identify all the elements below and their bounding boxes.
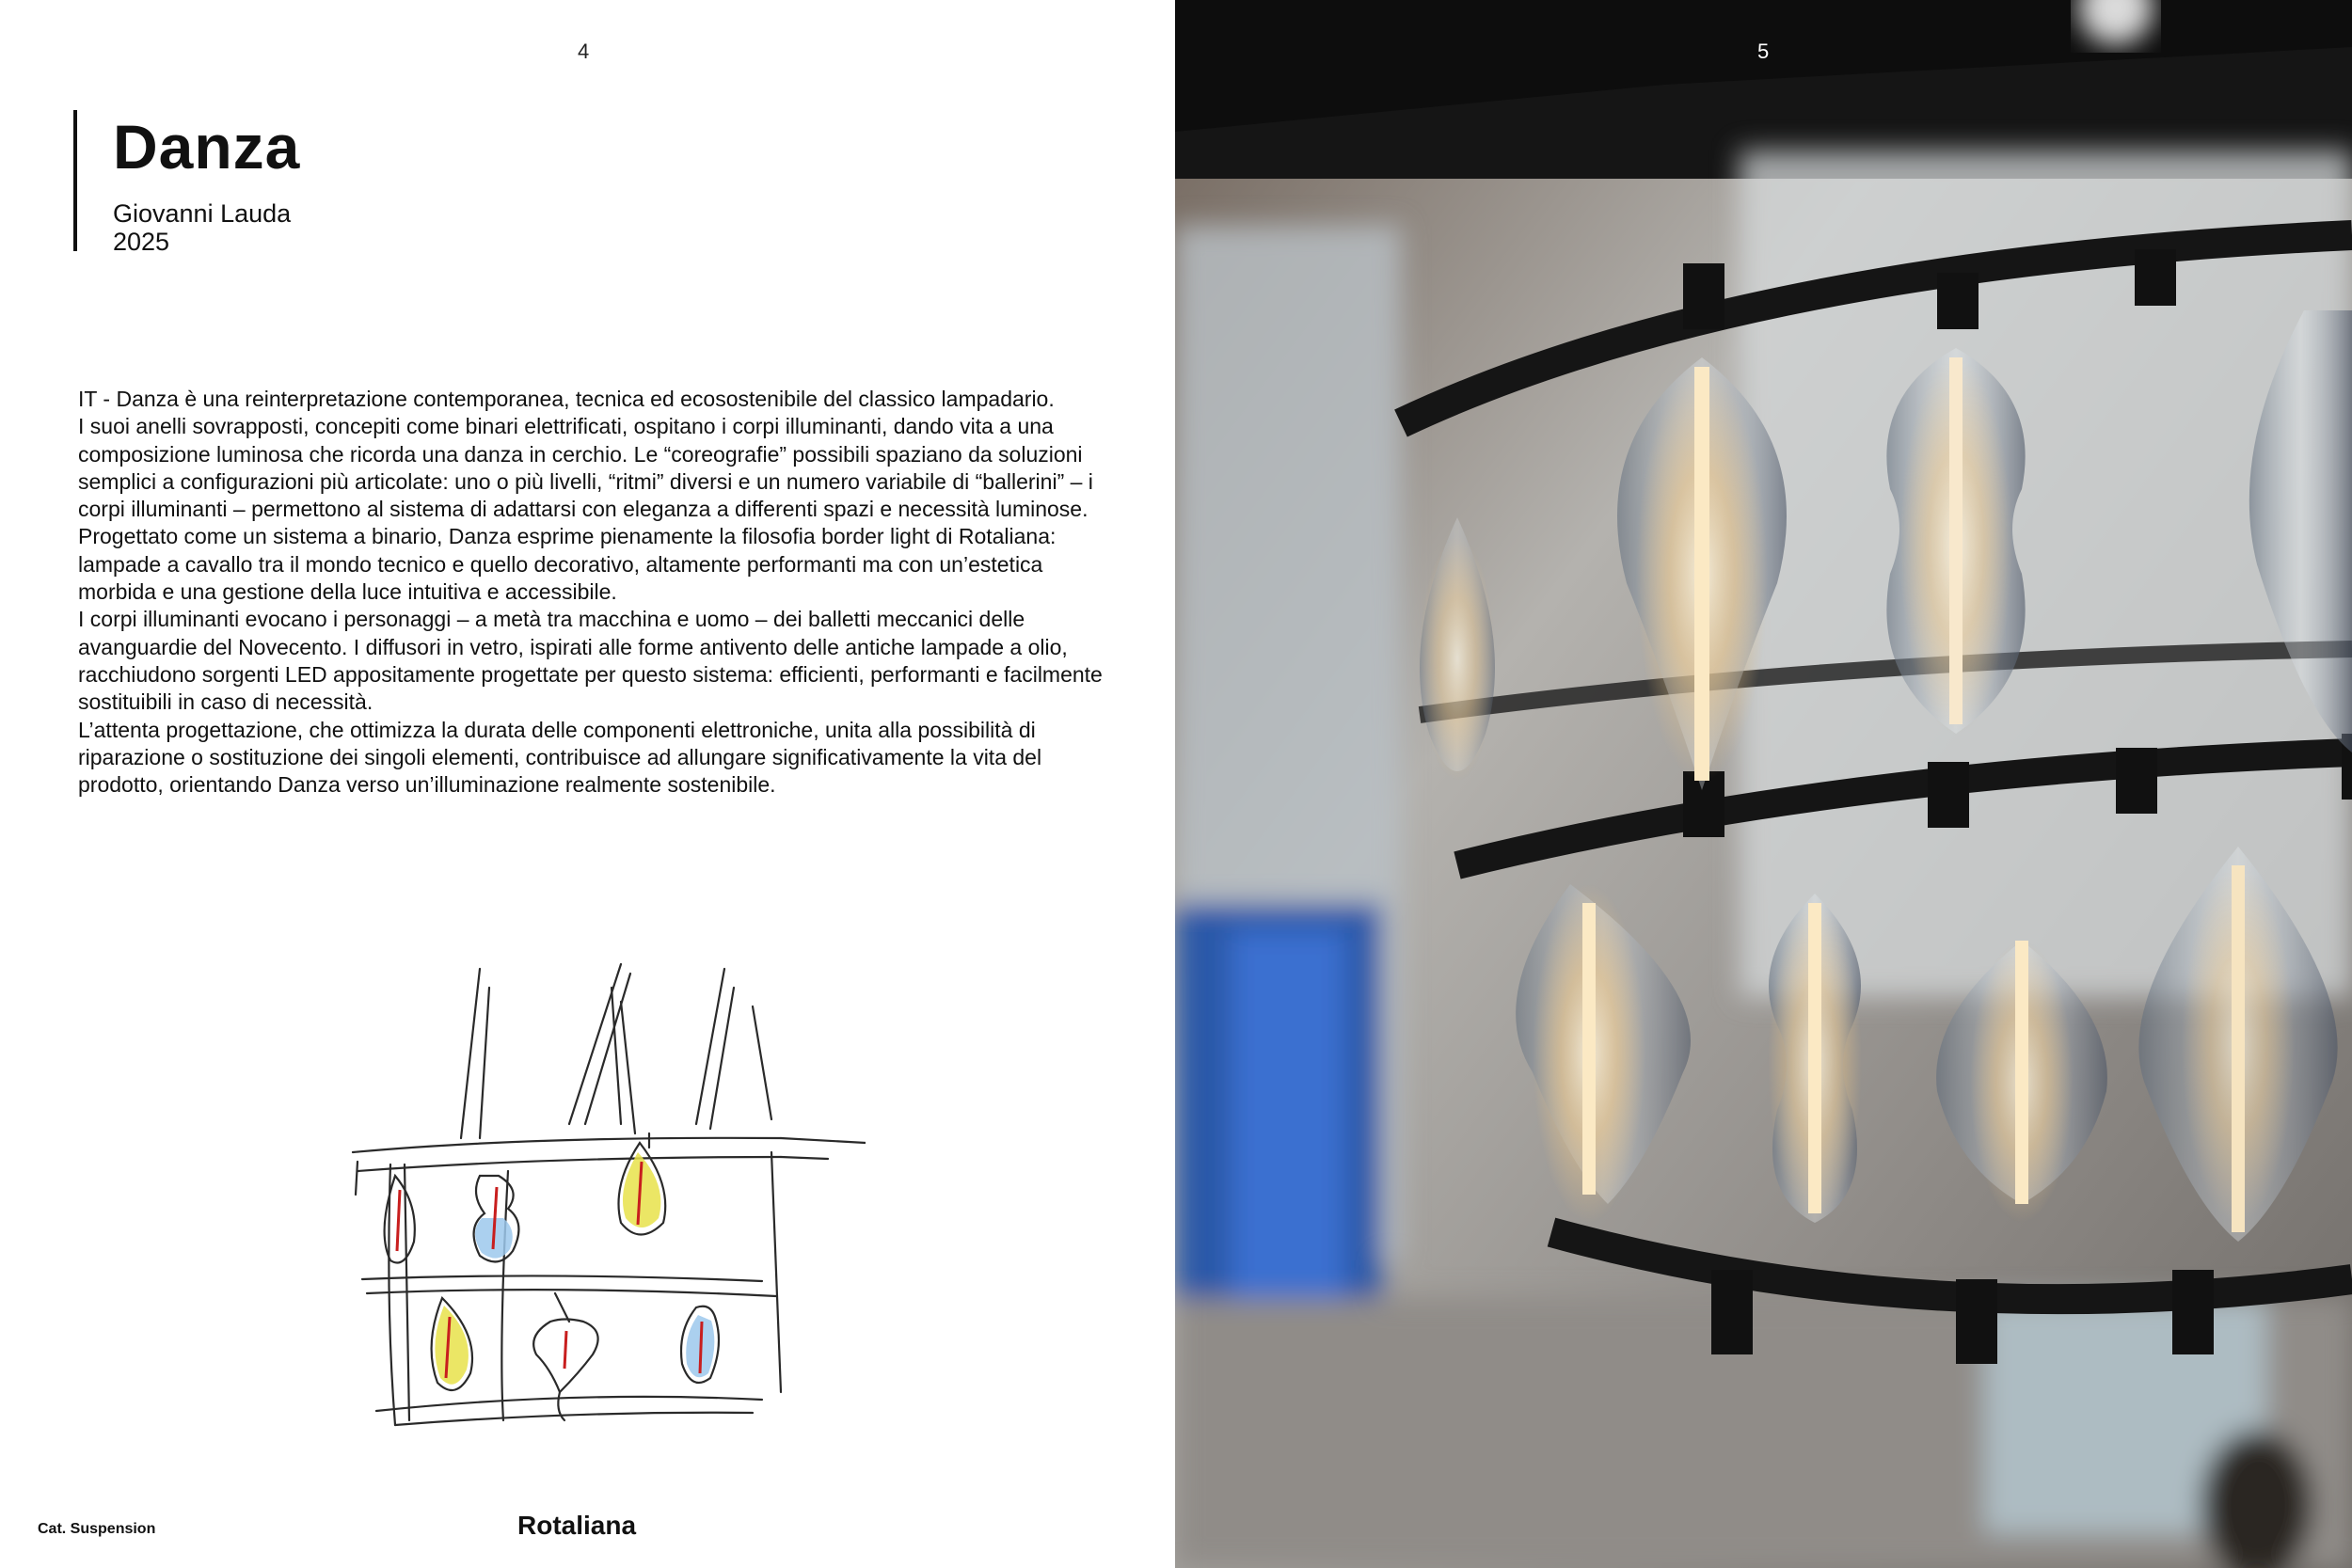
page-number-right: 5: [1757, 40, 1770, 63]
right-page: [1175, 0, 2352, 1568]
product-description: [78, 386, 1104, 799]
design-sketch-image: [339, 950, 866, 1449]
product-photo-image: [1175, 0, 2352, 1568]
description-paragraph: I suoi anelli sovrapposti, concepiti come binari elettrificati, ospitano i corpi illuminanti, dando vita a una composizione luminosa che ricorda una danza in cerchio. Le “coreografie” possibili spaziano da soluzioni semplici a configurazioni più articolate: uno o più livelli, “ritmi” diversi e un numero variabile di “ballerini” – i corpi illuminanti – permettono al sistema di adattarsi con eleganza a differenti spazi e necessità luminose.: [78, 414, 1093, 522]
designer-block: [113, 199, 291, 256]
page-number-left: 4: [578, 40, 590, 63]
description-paragraph: Progettato come un sistema a binario, Danza esprime pienamente la filosofia border light di Rotaliana: lampade a cavallo tra il mondo tecnico e quello decorativo, altamente performanti ma con un’estetica morbida e una gestione della luce intuitiva e accessibile.: [78, 524, 1057, 605]
description-paragraph: IT - Danza è una reinterpretazione contemporanea, tecnica ed ecosostenibile del classico lampadario.: [78, 387, 1055, 411]
designer-name: Giovanni Lauda: [113, 199, 292, 228]
description-paragraph: L’attenta progettazione, che ottimizza la durata delle componenti elettroniche, unita alla possibilità di riparazione o sostituzione dei singoli elementi, contribuisce ad allungare significativamente la vita del prodotto, orientando Danza verso un’illuminazione realmente sostenibile.: [78, 717, 1042, 798]
title-accent-bar: [73, 110, 77, 251]
footer-brand: Rotaliana: [517, 1511, 637, 1540]
product-title: Danza: [113, 112, 301, 182]
footer-category: Cat. Suspension: [38, 1521, 156, 1537]
left-page: [0, 0, 1175, 1568]
description-paragraph: I corpi illuminanti evocano i personaggi – a metà tra macchina e uomo – dei balletti meccanici delle avanguardie del Novecento. I diffusori in vetro, ispirati alle forme antivento delle antiche lampade a olio, racchiudono sorgenti LED appositamente progettate per questo sistema: efficienti, performanti e facilmente sostituibili in caso di necessità.: [78, 607, 1103, 715]
design-year: 2025: [113, 228, 170, 256]
